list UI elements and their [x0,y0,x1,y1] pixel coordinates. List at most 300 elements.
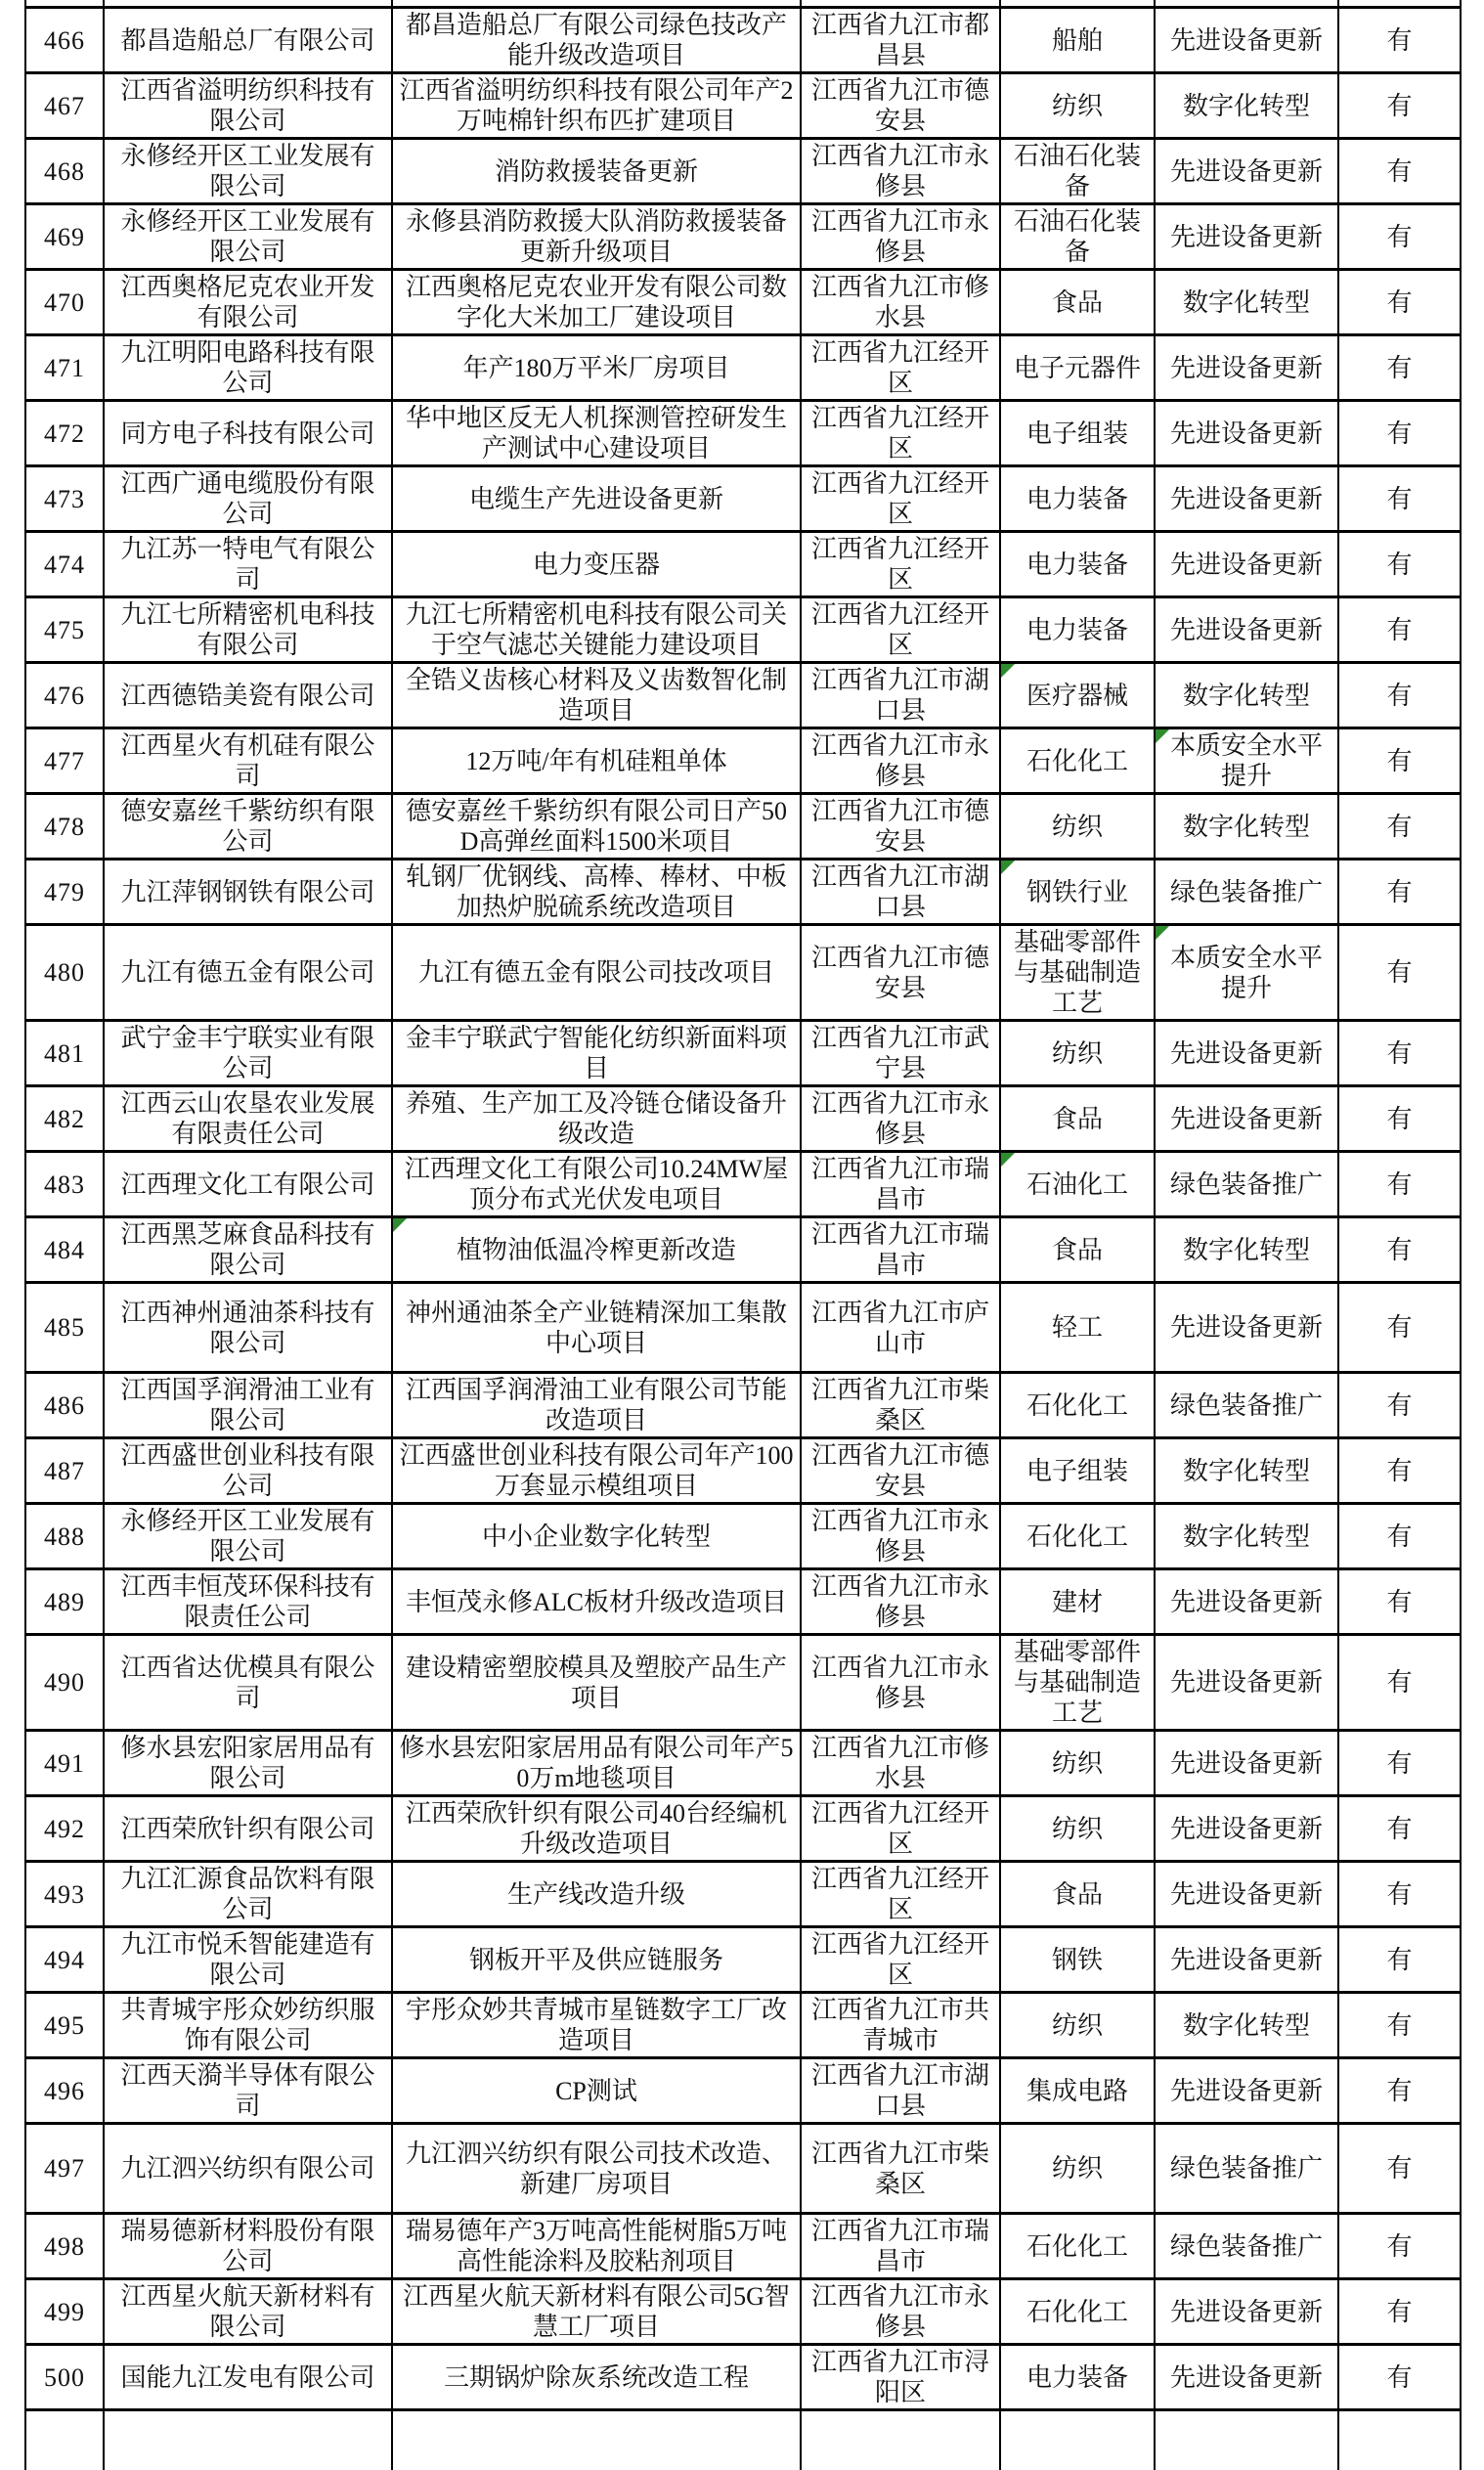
company-name-cell [104,532,392,597]
company-name-cell [104,2345,392,2410]
project-name-cell [392,2214,801,2279]
project-name-cell [392,1862,801,1927]
upgrade-category-cell [1155,204,1338,270]
company-name-cell-text: 江西盛世创业科技有限公司 [120,1441,374,1500]
availability-cell [1338,2124,1461,2214]
industry-cell-text: 集成电路 [1026,2077,1128,2105]
upgrade-category-cell-text: 先进设备更新 [1170,419,1323,448]
industry-cell [1000,2279,1155,2345]
industry-cell-text: 石油化工 [1026,1170,1128,1199]
availability-cell-text: 有 [1386,682,1412,710]
company-name-cell [104,1086,392,1152]
company-name-cell [104,1731,392,1796]
availability-cell [1338,1152,1461,1217]
row-number-cell [25,2345,104,2410]
company-name-cell-text: 九江七所精密机电科技有限公司 [120,600,374,659]
location-cell [801,1635,1000,1731]
upgrade-category-cell-text: 先进设备更新 [1170,2363,1323,2392]
row-number-cell [25,270,104,335]
industry-cell [1000,2124,1155,2214]
company-name-cell-text: 江西丰恒茂环保科技有限责任公司 [120,1572,374,1631]
upgrade-category-cell-text: 先进设备更新 [1170,1105,1323,1133]
location-cell-text: 江西省九江市修水县 [811,1734,989,1792]
industry-cell-text: 纺织 [1052,2154,1103,2183]
industry-cell-text: 电力装备 [1026,616,1128,644]
upgrade-category-cell-text: 先进设备更新 [1170,1313,1323,1342]
industry-cell [1000,728,1155,794]
clipped-cell [1338,0,1461,8]
availability-cell [1338,532,1461,597]
industry-cell [1000,1504,1155,1569]
project-name-cell-text: 轧钢厂优钢线、高棒、棒材、中板加热炉脱硫系统改造项目 [406,862,787,921]
row-number-cell-text: 495 [44,2011,85,2040]
clipped-cell [1155,0,1338,8]
row-number-cell [25,728,104,794]
company-name-cell-text: 共青城宇彤众妙纺织服饰有限公司 [120,1996,374,2054]
industry-cell [1000,466,1155,532]
location-cell [801,204,1000,270]
project-name-cell-text: 电缆生产先进设备更新 [469,485,723,513]
upgrade-category-cell [1155,1862,1338,1927]
clipped-cell [801,0,1000,8]
availability-cell-text: 有 [1386,1457,1412,1485]
company-name-cell-text: 江西国孚润滑油工业有限公司 [120,1376,374,1434]
project-name-cell-text: 丰恒茂永修ALC板材升级改造项目 [406,1588,787,1616]
industry-cell [1000,1927,1155,1993]
location-cell-text: 江西省九江市永修县 [811,207,989,266]
table-row [25,728,1461,794]
project-name-cell [392,1438,801,1504]
location-cell [801,270,1000,335]
industry-cell [1000,1569,1155,1635]
company-name-cell-text: 九江泗兴纺织有限公司 [120,2154,374,2183]
location-cell-text: 江西省九江市德安县 [811,944,989,1002]
table-row [25,466,1461,532]
availability-cell-text: 有 [1386,157,1412,186]
project-name-cell-text: 植物油低温冷榨更新改造 [457,1236,736,1264]
location-cell-text: 江西省九江市永修县 [811,1572,989,1631]
company-name-cell [104,1635,392,1731]
availability-cell [1338,1021,1461,1086]
project-name-cell-text: 永修县消防救援大队消防救援装备更新升级项目 [406,207,787,266]
row-number-cell-text: 482 [44,1105,85,1133]
upgrade-category-cell-text: 本质安全水平提升 [1170,944,1323,1002]
location-cell [801,8,1000,73]
row-number-cell [25,335,104,401]
project-name-cell [392,2124,801,2214]
row-number-cell [25,2124,104,2214]
row-number-cell-text: 471 [44,354,85,382]
company-name-cell [104,728,392,794]
upgrade-category-cell [1155,1927,1338,1993]
project-name-cell-text: 江西国孚润滑油工业有限公司节能改造项目 [406,1376,787,1434]
project-name-cell-text: 生产线改造升级 [507,1880,685,1909]
upgrade-category-cell-text: 数字化转型 [1183,1522,1310,1551]
availability-cell-text: 有 [1386,1880,1412,1909]
table-row [25,1152,1461,1217]
upgrade-category-cell-text: 先进设备更新 [1170,157,1323,186]
project-name-cell-text: 宇彤众妙共青城市星链数字工厂改造项目 [406,1996,787,2054]
project-name-cell-text: 九江有德五金有限公司技改项目 [418,958,774,987]
company-name-cell [104,1504,392,1569]
location-cell-text: 江西省九江经开区 [811,1799,989,1858]
upgrade-category-cell-text: 先进设备更新 [1170,551,1323,579]
company-name-cell-text: 江西星火航天新材料有限公司 [120,2282,374,2341]
availability-cell-text: 有 [1386,958,1412,987]
upgrade-category-cell [1155,532,1338,597]
availability-cell-text: 有 [1386,1391,1412,1420]
industry-cell [1000,73,1155,139]
row-number-cell [25,401,104,466]
upgrade-category-cell-text: 数字化转型 [1183,682,1310,710]
company-name-cell [104,1438,392,1504]
industry-cell-text: 食品 [1052,1236,1103,1264]
comment-flag-icon [1156,729,1169,743]
upgrade-category-cell-text: 先进设备更新 [1170,26,1323,55]
upgrade-category-cell [1155,1993,1338,2058]
project-name-cell-text: 三期锅炉除灰系统改造工程 [444,2363,749,2392]
industry-cell-text: 食品 [1052,1880,1103,1909]
location-cell [801,139,1000,204]
location-cell-text: 江西省九江市永修县 [811,1089,989,1148]
availability-cell [1338,1796,1461,1862]
table-row [25,1217,1461,1283]
row-number-cell-text: 500 [44,2363,85,2392]
upgrade-category-cell [1155,1021,1338,1086]
table-rows [25,8,1461,2410]
location-cell [801,1438,1000,1504]
row-number-cell-text: 487 [44,1457,85,1485]
industry-cell [1000,2214,1155,2279]
industry-cell [1000,860,1155,925]
industry-cell-text: 钢铁行业 [1026,878,1128,906]
upgrade-category-cell-text: 本质安全水平提升 [1170,731,1323,790]
upgrade-category-cell [1155,663,1338,728]
row-number-cell-text: 484 [44,1236,85,1264]
industry-cell-text: 电子组装 [1026,1457,1128,1485]
row-number-cell-text: 475 [44,616,85,644]
row-number-cell [25,597,104,663]
row-number-cell-text: 468 [44,157,85,186]
location-cell [801,1927,1000,1993]
company-name-cell [104,401,392,466]
location-cell [801,1862,1000,1927]
availability-cell [1338,466,1461,532]
table-row [25,2279,1461,2345]
upgrade-category-cell [1155,2345,1338,2410]
location-cell-text: 江西省九江市瑞昌市 [811,1220,989,1279]
company-name-cell-text: 同方电子科技有限公司 [120,419,374,448]
upgrade-category-cell [1155,270,1338,335]
availability-cell [1338,2279,1461,2345]
upgrade-category-cell-text: 数字化转型 [1183,1457,1310,1485]
industry-cell-text: 纺织 [1052,813,1103,841]
industry-cell [1000,1796,1155,1862]
location-cell [801,466,1000,532]
company-name-cell [104,1021,392,1086]
availability-cell-text: 有 [1386,485,1412,513]
partial-row-bottom [25,2410,1461,2470]
project-name-cell-text: 修水县宏阳家居用品有限公司年产50万m地毯项目 [399,1734,793,1792]
upgrade-category-cell [1155,139,1338,204]
project-name-cell [392,1731,801,1796]
clipped-next-row [25,2410,1461,2470]
location-cell-text: 江西省九江市永修县 [811,142,989,200]
row-number-cell [25,1504,104,1569]
availability-cell-text: 有 [1386,1588,1412,1616]
location-cell-text: 江西省九江市武宁县 [811,1024,989,1082]
row-number-cell-text: 483 [44,1170,85,1199]
project-name-cell-text: 江西星火航天新材料有限公司5G智慧工厂项目 [403,2282,790,2341]
table-row [25,335,1461,401]
availability-cell [1338,2058,1461,2124]
location-cell [801,1993,1000,2058]
company-name-cell [104,1283,392,1373]
project-name-cell [392,73,801,139]
row-number-cell-text: 477 [44,747,85,775]
upgrade-category-cell [1155,1731,1338,1796]
company-name-cell [104,204,392,270]
company-name-cell [104,2279,392,2345]
row-number-cell-text: 485 [44,1313,85,1342]
availability-cell [1338,597,1461,663]
upgrade-category-cell [1155,1217,1338,1283]
company-name-cell [104,860,392,925]
project-list-table [24,0,1462,2470]
availability-cell [1338,139,1461,204]
company-name-cell [104,1217,392,1283]
industry-cell-text: 纺织 [1052,2011,1103,2040]
company-name-cell-text: 九江明阳电路科技有限公司 [120,338,374,397]
industry-cell-text: 电力装备 [1026,2363,1128,2392]
table-row [25,139,1461,204]
row-number-cell [25,925,104,1021]
table-row [25,1862,1461,1927]
row-number-cell-text: 497 [44,2154,85,2183]
industry-cell-text: 基础零部件与基础制造工艺 [1014,928,1141,1017]
availability-cell-text: 有 [1386,1815,1412,1843]
availability-cell [1338,2345,1461,2410]
location-cell [801,860,1000,925]
location-cell-text: 江西省九江市永修县 [811,1507,989,1566]
availability-cell [1338,204,1461,270]
table-row [25,1283,1461,1373]
availability-cell-text: 有 [1386,26,1412,55]
company-name-cell [104,663,392,728]
location-cell [801,1086,1000,1152]
availability-cell [1338,925,1461,1021]
company-name-cell-text: 永修经开区工业发展有限公司 [120,1507,374,1566]
row-number-cell-text: 493 [44,1880,85,1909]
location-cell [801,1504,1000,1569]
location-cell-text: 江西省九江市德安县 [811,76,989,135]
row-number-cell [25,2058,104,2124]
upgrade-category-cell [1155,73,1338,139]
upgrade-category-cell [1155,597,1338,663]
location-cell-text: 江西省九江市浔阳区 [811,2348,989,2406]
industry-cell-text: 石化化工 [1026,2298,1128,2326]
location-cell-text: 江西省九江市共青城市 [811,1996,989,2054]
project-name-cell [392,204,801,270]
industry-cell-text: 石化化工 [1026,1522,1128,1551]
row-number-cell-text: 469 [44,223,85,251]
table-row [25,860,1461,925]
location-cell [801,2058,1000,2124]
availability-cell-text: 有 [1386,1313,1412,1342]
project-name-cell [392,1283,801,1373]
project-name-cell [392,925,801,1021]
upgrade-category-cell-text: 先进设备更新 [1170,1946,1323,1974]
table-row [25,794,1461,860]
industry-cell-text: 石化化工 [1026,747,1128,775]
table-row [25,204,1461,270]
row-number-cell [25,1373,104,1438]
industry-cell-text: 电子组装 [1026,419,1128,448]
project-name-cell-text: 12万吨/年有机硅粗单体 [465,747,726,775]
industry-cell [1000,925,1155,1021]
location-cell-text: 江西省九江经开区 [811,338,989,397]
project-name-cell-text: 九江七所精密机电科技有限公司关于空气滤芯关键能力建设项目 [406,600,787,659]
company-name-cell [104,2124,392,2214]
project-name-cell-text: 消防救援装备更新 [495,157,698,186]
company-name-cell-text: 瑞易德新材料股份有限公司 [120,2217,374,2275]
availability-cell [1338,8,1461,73]
industry-cell-text: 纺织 [1052,1039,1103,1068]
industry-cell-text: 医疗器械 [1026,682,1128,710]
clipped-previous-row [25,0,1461,8]
upgrade-category-cell [1155,925,1338,1021]
company-name-cell-text: 江西天漪半导体有限公司 [120,2061,374,2120]
availability-cell-text: 有 [1386,1749,1412,1778]
industry-cell-text: 电子元器件 [1014,354,1141,382]
availability-cell-text: 有 [1386,551,1412,579]
table-row [25,401,1461,466]
table-row [25,1993,1461,2058]
comment-flag-icon [1156,926,1169,940]
row-number-cell [25,1152,104,1217]
upgrade-category-cell-text: 绿色装备推广 [1170,878,1323,906]
upgrade-category-cell [1155,2214,1338,2279]
industry-cell [1000,2058,1155,2124]
upgrade-category-cell-text: 数字化转型 [1183,288,1310,317]
upgrade-category-cell [1155,1283,1338,1373]
row-number-cell [25,1283,104,1373]
industry-cell [1000,1635,1155,1731]
industry-cell-text: 石化化工 [1026,1391,1128,1420]
company-name-cell-text: 九江汇源食品饮料有限公司 [120,1865,374,1923]
clipped-cell [1338,2410,1461,2470]
company-name-cell-text: 江西省达优模具有限公司 [120,1654,374,1712]
availability-cell [1338,270,1461,335]
industry-cell [1000,1217,1155,1283]
location-cell-text: 江西省九江经开区 [811,535,989,594]
clipped-cell [25,2410,104,2470]
row-number-cell-text: 476 [44,682,85,710]
location-cell [801,794,1000,860]
industry-cell [1000,532,1155,597]
row-number-cell-text: 473 [44,485,85,513]
company-name-cell [104,1373,392,1438]
industry-cell [1000,401,1155,466]
upgrade-category-cell-text: 先进设备更新 [1170,485,1323,513]
project-name-cell-text: 华中地区反无人机探测管控研发生产测试中心建设项目 [406,404,787,463]
clipped-cell [25,0,104,8]
row-number-cell [25,1862,104,1927]
company-name-cell-text: 永修经开区工业发展有限公司 [120,142,374,200]
upgrade-category-cell [1155,8,1338,73]
upgrade-category-cell [1155,2279,1338,2345]
upgrade-category-cell-text: 绿色装备推广 [1170,1391,1323,1420]
row-number-cell-text: 472 [44,419,85,448]
row-number-cell-text: 494 [44,1946,85,1974]
table-row [25,1635,1461,1731]
availability-cell-text: 有 [1386,2011,1412,2040]
upgrade-category-cell-text: 先进设备更新 [1170,1880,1323,1909]
company-name-cell-text: 永修经开区工业发展有限公司 [120,207,374,266]
location-cell-text: 江西省九江市修水县 [811,273,989,331]
table-row [25,663,1461,728]
project-name-cell-text: 建设精密塑胶模具及塑胶产品生产项目 [406,1654,787,1712]
location-cell-text: 江西省九江经开区 [811,404,989,463]
table-row [25,1086,1461,1152]
project-name-cell [392,1569,801,1635]
project-name-cell-text: 德安嘉丝千紫纺织有限公司日产50D高弹丝面料1500米项目 [406,797,787,856]
project-name-cell [392,1021,801,1086]
project-name-cell-text: 瑞易德年产3万吨高性能树脂5万吨高性能涂料及胶粘剂项目 [406,2217,787,2275]
upgrade-category-cell [1155,1796,1338,1862]
upgrade-category-cell [1155,1635,1338,1731]
upgrade-category-cell [1155,335,1338,401]
availability-cell [1338,1731,1461,1796]
row-number-cell [25,1796,104,1862]
availability-cell-text: 有 [1386,747,1412,775]
row-number-cell-text: 499 [44,2298,85,2326]
location-cell [801,1283,1000,1373]
upgrade-category-cell-text: 先进设备更新 [1170,223,1323,251]
availability-cell-text: 有 [1386,354,1412,382]
industry-cell [1000,1086,1155,1152]
industry-cell [1000,335,1155,401]
row-number-cell [25,139,104,204]
industry-cell [1000,1152,1155,1217]
industry-cell [1000,1373,1155,1438]
upgrade-category-cell-text: 先进设备更新 [1170,1749,1323,1778]
project-name-cell [392,8,801,73]
location-cell-text: 江西省九江市永修县 [811,2282,989,2341]
location-cell [801,663,1000,728]
project-name-cell-text: 江西省溢明纺织科技有限公司年产2万吨棉针织布匹扩建项目 [399,76,793,135]
industry-cell-text: 食品 [1052,1105,1103,1133]
row-number-cell-text: 479 [44,878,85,906]
location-cell [801,2279,1000,2345]
upgrade-category-cell [1155,860,1338,925]
row-number-cell [25,663,104,728]
project-name-cell [392,270,801,335]
company-name-cell [104,794,392,860]
row-number-cell-text: 489 [44,1588,85,1616]
project-name-cell [392,1373,801,1438]
project-name-cell [392,1796,801,1862]
project-name-cell [392,2345,801,2410]
project-name-cell [392,663,801,728]
availability-cell [1338,1927,1461,1993]
availability-cell [1338,1569,1461,1635]
availability-cell [1338,73,1461,139]
company-name-cell [104,1152,392,1217]
location-cell [801,1217,1000,1283]
upgrade-category-cell-text: 数字化转型 [1183,2011,1310,2040]
project-name-cell [392,1504,801,1569]
